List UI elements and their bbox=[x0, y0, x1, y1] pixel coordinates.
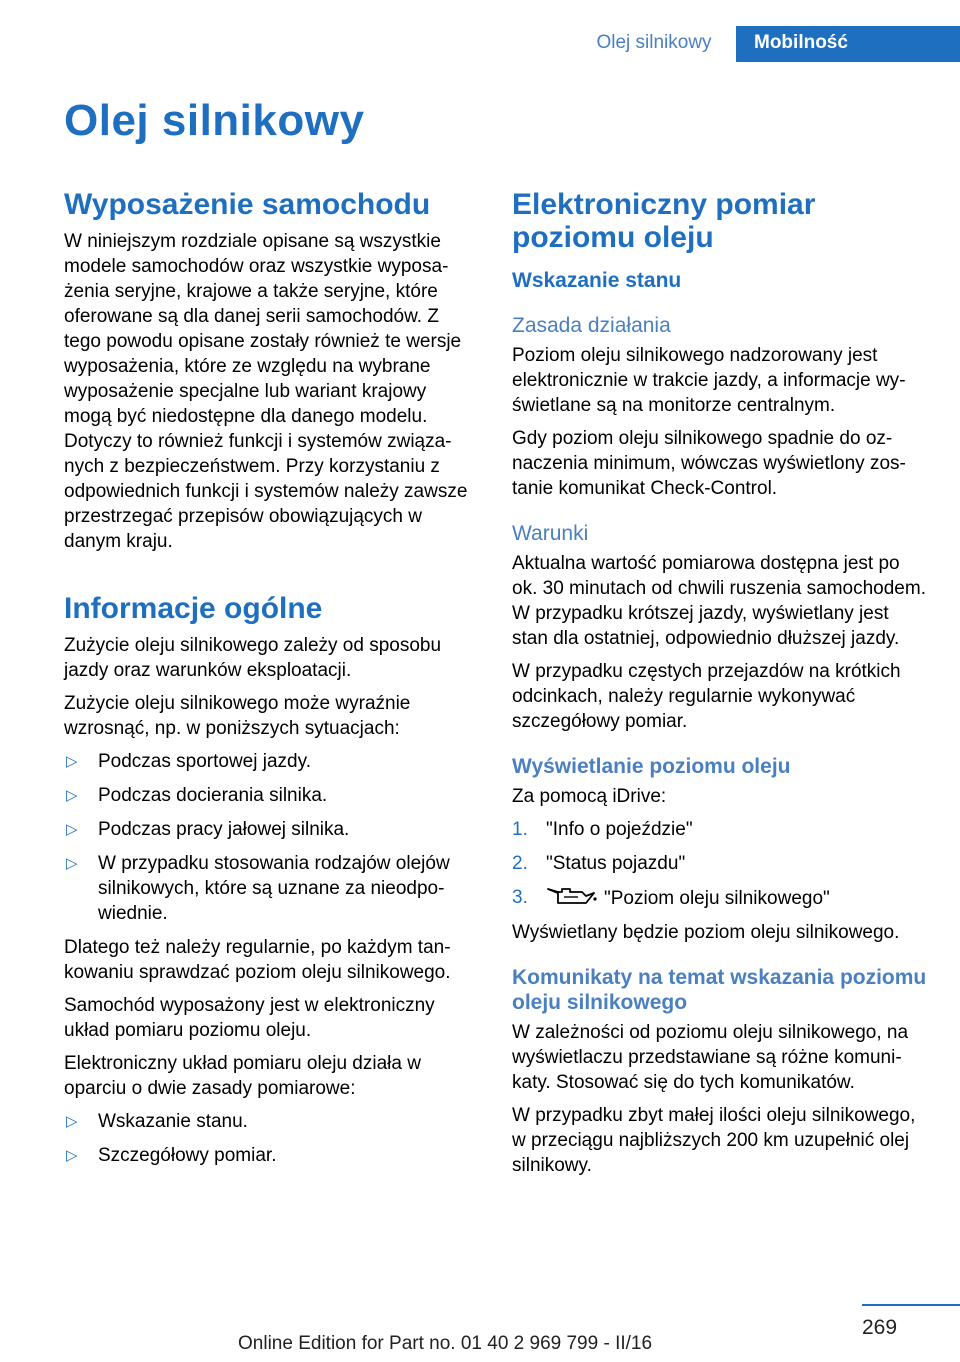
electronic-measurement-heading: Elektroniczny pomiar poziomu oleju bbox=[512, 188, 816, 254]
header-chapter-tab: Mobilność bbox=[736, 26, 960, 62]
triangle-bullet-icon: ▷ bbox=[66, 855, 78, 872]
edition-footer: Online Edition for Part no. 01 40 2 969 799 - II/16 bbox=[238, 1333, 653, 1354]
list-item: ▷ W przypadku stosowania rodzajów olejów silnikowych, które są uznane za nieodpowiednie. bbox=[66, 853, 450, 924]
operating-principle-heading: Zasada działania bbox=[512, 314, 671, 337]
paragraph: Za pomocą iDrive: bbox=[512, 786, 667, 807]
footer-rule bbox=[862, 1304, 960, 1306]
paragraph: Poziom oleju silnikowego nadzorowany jest elektronicznie w trakcie jazdy, a informacje wyświetlane są na monitorze centralnym. bbox=[512, 345, 906, 416]
oil-can-icon bbox=[546, 885, 598, 907]
step-number: 2. bbox=[512, 853, 528, 874]
paragraph: W przypadku częstych przejazdów na krótkich odcinkach, należy regularnie wykonywać szczegółowy pomiar. bbox=[512, 661, 901, 732]
triangle-bullet-icon: ▷ bbox=[66, 787, 78, 804]
list-item: 2. "Status pojazdu" bbox=[512, 853, 686, 874]
paragraph: Gdy poziom oleju silnikowego spadnie do oznaczenia minimum, wówczas wyświetlony zostanie komunikat Check-Control. bbox=[512, 428, 906, 499]
step-number: 3. bbox=[512, 887, 528, 908]
oil-messages-heading: Komunikaty na temat wskazania poziomu oleju silnikowego bbox=[512, 966, 927, 1014]
idrive-steps-list bbox=[512, 817, 928, 911]
paragraph: Zużycie oleju silnikowego zależy od sposobu jazdy oraz warunków eksploatacji. bbox=[64, 635, 442, 681]
list-item: ▷ Podczas sportowej jazdy. bbox=[66, 751, 311, 772]
triangle-bullet-icon: ▷ bbox=[66, 821, 78, 838]
triangle-bullet-icon: ▷ bbox=[66, 753, 78, 770]
paragraph: W zależności od poziomu oleju silnikowego, na wyświetlaczu przedstawiane są różne komunikaty. Stosować się do tych komunikatów. bbox=[512, 1022, 909, 1093]
paragraph: Dlatego też należy regularnie, po każdym tankowaniu sprawdzać poziom oleju silnikowego. bbox=[64, 937, 451, 983]
equipment-heading: Wyposażenie samochodu bbox=[64, 188, 431, 221]
header-section-tab: Olej silnikowy bbox=[596, 32, 712, 53]
list-item: ▷ Wskazanie stanu. bbox=[66, 1111, 248, 1132]
measurement-principles-list bbox=[64, 1109, 476, 1168]
equipment-text: W niniejszym rozdziale opisane są wszystkie modele samochodów oraz wszystkie wyposażenia seryjne, krajowe a także seryjne, które oferowane są dla danej serii samochodów. Z tego powodu opisane zostały również te wersje wyposażenia, które ze względu na wybrane wyposażenie specjalne lub wariant krajowy mogą być niedostępne dla danego modelu. Dotyczy to również funkcji i systemów związanych z bezpieczeństwem. Przy korzystaniu z odpowiednich funkcji i systemów należy zawsze przestrzegać przepisów obowiązujących w danym kraju. bbox=[64, 231, 468, 552]
oil-level-display-heading: Wyświetlanie poziomu oleju bbox=[512, 755, 791, 778]
list-item: ▷ Podczas pracy jałowej silnika. bbox=[66, 819, 350, 840]
left-column bbox=[64, 188, 476, 1177]
step-number: 1. bbox=[512, 819, 528, 840]
status-display-heading: Wskazanie stanu bbox=[512, 269, 682, 292]
consumption-situations-list bbox=[64, 749, 476, 926]
list-item: ▷ Szczegółowy pomiar. bbox=[66, 1145, 277, 1166]
conditions-heading: Warunki bbox=[512, 522, 589, 545]
paragraph: Zużycie oleju silnikowego może wyraźnie wzrosnąć, np. w poniższych sytuacjach: bbox=[64, 693, 411, 739]
general-info-heading: Informacje ogólne bbox=[64, 592, 323, 625]
triangle-bullet-icon: ▷ bbox=[66, 1113, 78, 1130]
paragraph: Elektroniczny układ pomiaru oleju działa w oparciu o dwie zasady pomiarowe: bbox=[64, 1053, 421, 1099]
page-number: 269 bbox=[862, 1316, 898, 1339]
list-item: 1. "Info o pojeździe" bbox=[512, 819, 693, 840]
paragraph: Samochód wyposażony jest w elektroniczny układ pomiaru poziomu oleju. bbox=[64, 995, 435, 1041]
list-item: 3. "Poziom oleju silnikowego" bbox=[512, 887, 830, 909]
paragraph: Aktualna wartość pomiarowa dostępna jest po ok. 30 minutach od chwili ruszenia samochodem. W przypadku krótszej jazdy, wyświetlany jest stan dla ostatniej, odpowiednio dłuższej jazdy. bbox=[512, 553, 926, 649]
list-item: ▷ Podczas docierania silnika. bbox=[66, 785, 328, 806]
paragraph: Wyświetlany będzie poziom oleju silnikowego. bbox=[512, 922, 900, 943]
paragraph: W przypadku zbyt małej ilości oleju silnikowego, w przeciągu najbliższych 200 km uzupełnić olej silnikowy. bbox=[512, 1105, 916, 1176]
right-column bbox=[512, 188, 928, 1186]
page-title: Olej silnikowy bbox=[64, 96, 365, 145]
triangle-bullet-icon: ▷ bbox=[66, 1147, 78, 1164]
